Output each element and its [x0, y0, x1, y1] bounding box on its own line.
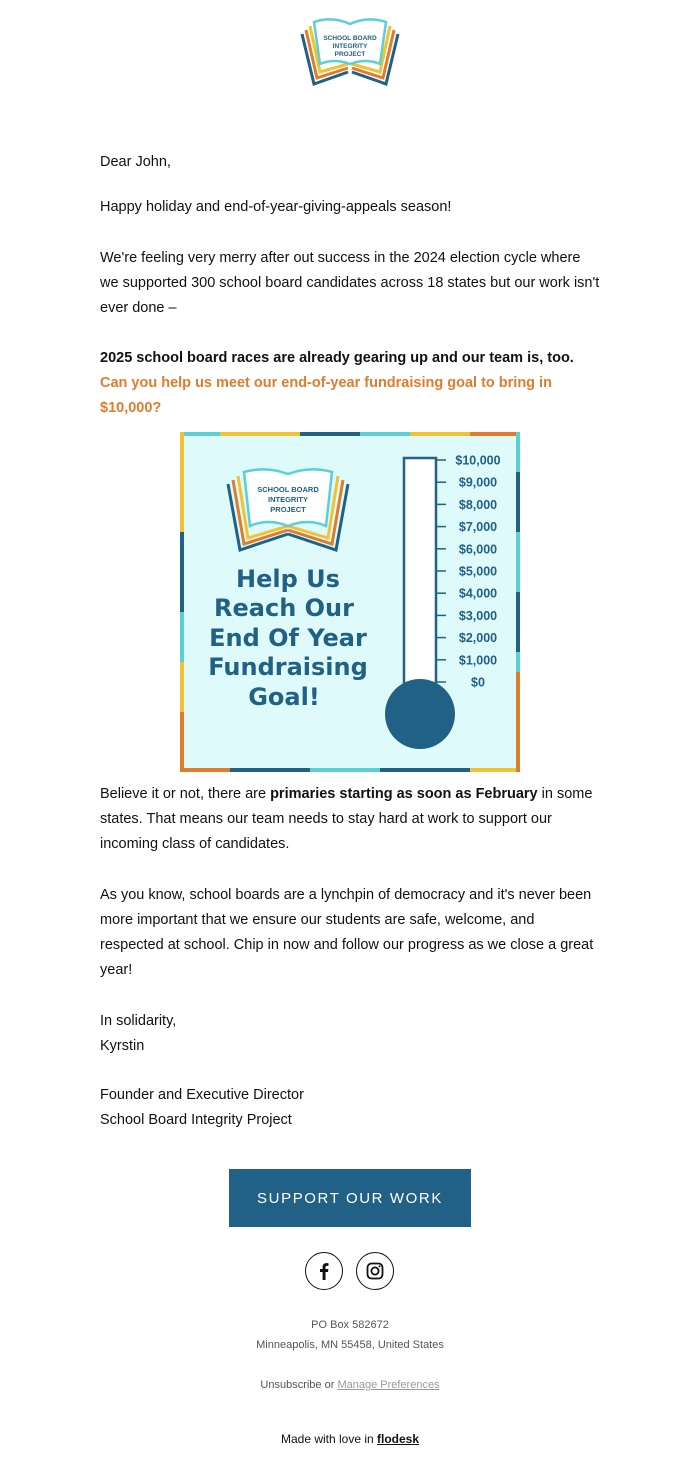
fundraising-thermometer-graphic [180, 432, 520, 772]
paragraph-5: As you know, school boards are a lynchpin of democracy and it's never been more important that we ensure our students are safe, welcome, and respected at school. Chip in now and follow our progress as we close a great year! [100, 887, 594, 978]
made-prefix: Made with love in [280, 1432, 378, 1446]
graphic-logo-line2: INTEGRITY [267, 495, 309, 504]
paragraph-1: Happy holiday and end-of-year-giving-appeals season! [100, 199, 452, 215]
graphic-logo-line1: SCHOOL BOARD [257, 485, 319, 494]
paragraph-4 [100, 782, 600, 857]
paragraph-3-ask: Can you help us meet our end-of-year fundraising goal to bring in $10,000? [100, 375, 552, 416]
headline-line-2: Reach Our [214, 594, 354, 622]
headline-line-5: Goal! [248, 683, 320, 711]
paragraph-4-bold: primaries starting as soon as February [270, 786, 538, 802]
tick-label: $3,000 [458, 608, 498, 623]
footer-links [0, 1379, 700, 1391]
facebook-icon [314, 1261, 334, 1281]
tick-label: $1,000 [458, 653, 498, 668]
paragraph-4-post: in some states. That means our team needs to stay hard at work to support our incoming class of candidates. [100, 786, 593, 852]
thermometer-tube [404, 458, 436, 688]
signer-name: Kyrstin [100, 1038, 145, 1054]
signer-title: Founder and Executive Director [100, 1087, 304, 1103]
footer-address-line-1: PO Box 582672 [311, 1319, 389, 1331]
tick-label: $2,000 [458, 631, 498, 646]
tick-label: $6,000 [458, 542, 498, 557]
paragraph-2: We're feeling very merry after out success in the 2024 election cycle where we supported 300 school board candidates across 18 states but our work isn't ever done – [100, 250, 600, 316]
facebook-link[interactable] [305, 1252, 343, 1290]
unsubscribe-link[interactable]: Unsubscribe [260, 1379, 322, 1391]
logo-line2: INTEGRITY [332, 43, 368, 50]
tick-label: $10,000 [455, 453, 501, 468]
instagram-icon [365, 1261, 385, 1281]
flodesk-link[interactable]: flodesk [377, 1432, 420, 1446]
paragraph-3-bold: 2025 school board races are already gearing up and our team is, too. [100, 350, 574, 366]
footer-or: or [321, 1379, 338, 1391]
signer-org: School Board Integrity Project [100, 1112, 292, 1128]
tick-label: $5,000 [458, 564, 498, 579]
headline-line-3: End Of Year [209, 624, 367, 652]
book-logo-icon [296, 14, 404, 90]
headline-line-4: Fundraising [208, 653, 368, 681]
logo-line1: SCHOOL BOARD [323, 35, 377, 42]
tick-label: $0 [471, 675, 485, 690]
logo-line3: PROJECT [334, 51, 366, 58]
signoff: In solidarity, [100, 1013, 177, 1029]
instagram-link[interactable] [356, 1252, 394, 1290]
footer-address-line-2: Minneapolis, MN 55458, United States [256, 1339, 444, 1351]
support-our-work-button[interactable]: SUPPORT OUR WORK [229, 1169, 471, 1227]
letter-body-continued [100, 782, 600, 1133]
graphic-logo-line3: PROJECT [270, 505, 306, 514]
tick-label: $9,000 [458, 475, 498, 490]
greeting: Dear John, [100, 154, 171, 170]
headline-line-1: Help Us [236, 565, 340, 593]
tick-label: $7,000 [458, 520, 498, 535]
made-with-love [0, 1432, 700, 1446]
manage-preferences-link[interactable]: Manage Preferences [337, 1379, 440, 1391]
paragraph-4-pre: Believe it or not, there are [100, 786, 271, 802]
thermometer-bulb [385, 679, 455, 749]
paragraph-3 [100, 346, 600, 421]
letter-body [100, 150, 600, 421]
tick-label: $4,000 [458, 586, 498, 601]
tick-label: $8,000 [458, 497, 498, 512]
